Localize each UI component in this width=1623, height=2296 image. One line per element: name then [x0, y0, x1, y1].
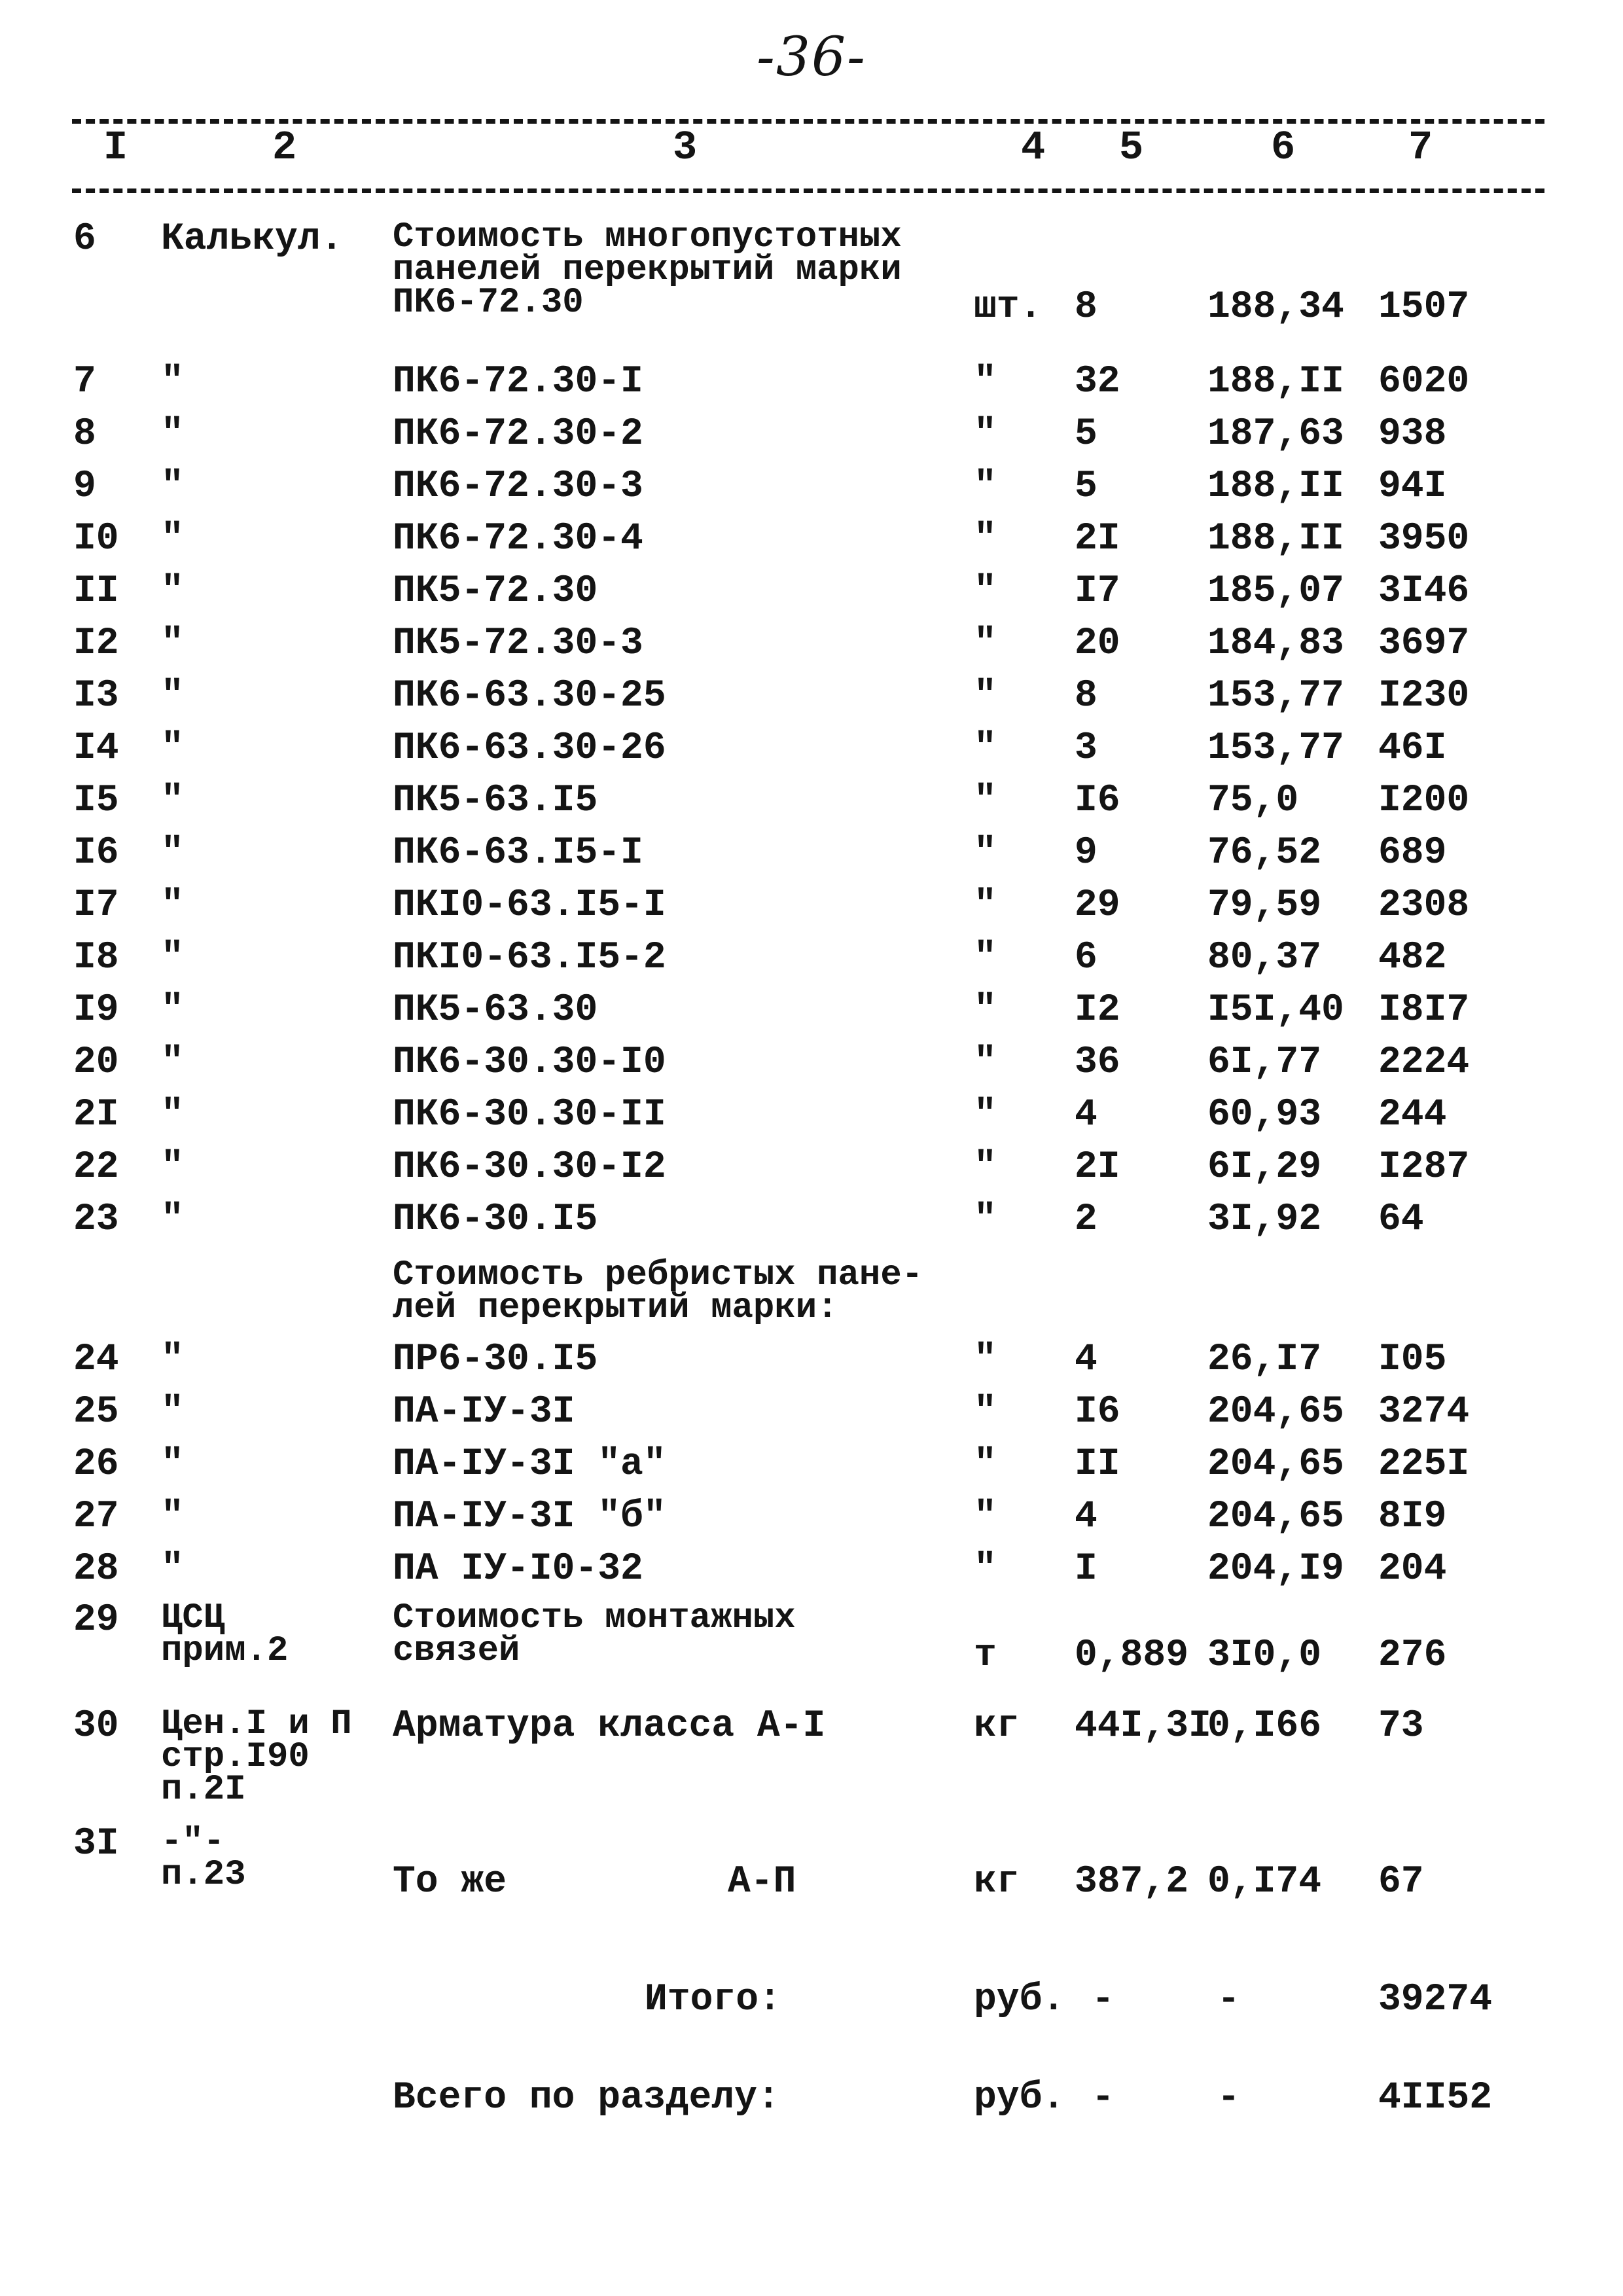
- unit-price: 188,II: [1207, 465, 1344, 508]
- description: ПК6-30.30-I0: [393, 1041, 666, 1084]
- header-col-6: 6: [1271, 124, 1296, 171]
- row-number: 23: [73, 1198, 119, 1241]
- unit: ": [974, 1198, 997, 1241]
- unit-price: 204,65: [1207, 1496, 1344, 1538]
- unit-price: 3I0,0: [1207, 1634, 1322, 1677]
- unit: т: [974, 1634, 997, 1677]
- unit: ": [974, 989, 997, 1031]
- row-number: I0: [73, 518, 119, 560]
- basis: ": [161, 675, 184, 717]
- row-number: 20: [73, 1041, 119, 1084]
- unit-price: 188,II: [1207, 361, 1344, 403]
- section-total-quantity: -: [1092, 2077, 1115, 2119]
- unit-price: 184,83: [1207, 622, 1344, 665]
- header-col-5: 5: [1119, 124, 1144, 171]
- quantity: 44I,3I: [1075, 1705, 1211, 1748]
- basis: Цен.I и П стр.I90 п.2I: [161, 1704, 352, 1810]
- unit: ": [974, 1548, 997, 1590]
- row-number: 27: [73, 1496, 119, 1538]
- unit-price: 185,07: [1207, 570, 1344, 613]
- row-number: 24: [73, 1338, 119, 1381]
- quantity: I6: [1075, 1391, 1120, 1433]
- unit-price: 60,93: [1207, 1094, 1322, 1136]
- unit: шт.: [974, 286, 1043, 329]
- total: I287: [1378, 1146, 1470, 1189]
- unit-price: 153,77: [1207, 727, 1344, 770]
- row-number: 3I: [73, 1823, 119, 1865]
- quantity: I6: [1075, 780, 1120, 822]
- quantity: 2: [1075, 1198, 1097, 1241]
- total: 46I: [1378, 727, 1447, 770]
- quantity: 4: [1075, 1496, 1097, 1538]
- total: I8I7: [1378, 989, 1470, 1031]
- unit: ": [974, 361, 997, 403]
- header-col-4: 4: [1021, 124, 1046, 171]
- description: ПК6-30.I5: [393, 1198, 598, 1241]
- row-number: I9: [73, 989, 119, 1031]
- quantity: 20: [1075, 622, 1120, 665]
- total: 3274: [1378, 1391, 1470, 1433]
- total: 6020: [1378, 361, 1470, 403]
- total: I200: [1378, 780, 1470, 822]
- unit: ": [974, 622, 997, 665]
- unit: ": [974, 465, 997, 508]
- unit: кг: [974, 1705, 1020, 1748]
- row-number: 29: [73, 1599, 119, 1641]
- quantity: 32: [1075, 361, 1120, 403]
- basis: ": [161, 465, 184, 508]
- description: ПК6-72.30-2: [393, 413, 643, 456]
- unit-price: 153,77: [1207, 675, 1344, 717]
- description: ПР6-30.I5: [393, 1338, 598, 1381]
- unit-price: 0,I74: [1207, 1861, 1322, 1903]
- unit: ": [974, 570, 997, 613]
- unit-price: 0,I66: [1207, 1705, 1322, 1748]
- basis: ": [161, 622, 184, 665]
- unit-price: 79,59: [1207, 884, 1322, 927]
- row-number: I2: [73, 622, 119, 665]
- unit: ": [974, 727, 997, 770]
- quantity: 0,889: [1075, 1634, 1189, 1677]
- row-number: 6: [73, 218, 96, 260]
- description: ПА-IУ-3I "а": [393, 1443, 666, 1486]
- basis: ": [161, 884, 184, 927]
- total: 276: [1378, 1634, 1447, 1677]
- quantity: 4: [1075, 1338, 1097, 1381]
- subtotal-label: Итого:: [645, 1979, 781, 2021]
- unit: ": [974, 413, 997, 456]
- unit-price: 204,65: [1207, 1443, 1344, 1486]
- quantity: 2I: [1075, 518, 1120, 560]
- row-number: I8: [73, 937, 119, 979]
- description: ПК6-63.30-26: [393, 727, 666, 770]
- description: ПК5-63.30: [393, 989, 598, 1031]
- section-total-price: -: [1217, 2077, 1240, 2119]
- description: ПК6-72.30-4: [393, 518, 643, 560]
- unit-price: 188,34: [1207, 286, 1344, 329]
- subtotal-quantity: -: [1092, 1979, 1115, 2021]
- row-number: I5: [73, 780, 119, 822]
- description: ПКI0-63.I5-I: [393, 884, 666, 927]
- unit: ": [974, 1338, 997, 1381]
- quantity: 36: [1075, 1041, 1120, 1084]
- unit: ": [974, 1496, 997, 1538]
- unit-price: I5I,40: [1207, 989, 1344, 1031]
- total: 2224: [1378, 1041, 1470, 1084]
- table-header: [0, 124, 1623, 175]
- basis: ": [161, 413, 184, 456]
- unit-price: 188,II: [1207, 518, 1344, 560]
- description: То же: [393, 1861, 507, 1903]
- basis: ": [161, 989, 184, 1031]
- basis: ": [161, 1548, 184, 1590]
- basis: ": [161, 937, 184, 979]
- quantity: I2: [1075, 989, 1120, 1031]
- row-number: 2I: [73, 1094, 119, 1136]
- basis: ": [161, 832, 184, 874]
- header-col-2: 2: [272, 124, 297, 171]
- quantity: 29: [1075, 884, 1120, 927]
- total: 3I46: [1378, 570, 1470, 613]
- unit: ": [974, 1443, 997, 1486]
- unit: кг: [974, 1861, 1020, 1903]
- description: Арматура класса А-I: [393, 1705, 826, 1748]
- description: ПК6-72.30-I: [393, 361, 643, 403]
- total: 482: [1378, 937, 1447, 979]
- row-number: 28: [73, 1548, 119, 1590]
- quantity: 387,2: [1075, 1861, 1189, 1903]
- basis: ": [161, 1041, 184, 1084]
- header-col-7: 7: [1408, 124, 1433, 171]
- basis: -"- п.23: [161, 1822, 246, 1895]
- row-number: 9: [73, 465, 96, 508]
- total: 64: [1378, 1198, 1424, 1241]
- total: 689: [1378, 832, 1447, 874]
- basis: ": [161, 361, 184, 403]
- description-grade: А-П: [728, 1861, 796, 1903]
- basis: ": [161, 570, 184, 613]
- basis: ": [161, 1338, 184, 1381]
- quantity: 5: [1075, 413, 1097, 456]
- total: 244: [1378, 1094, 1447, 1136]
- unit-price: 187,63: [1207, 413, 1344, 456]
- description: ПА IУ-I0-32: [393, 1548, 643, 1590]
- total: I230: [1378, 675, 1470, 717]
- quantity: I7: [1075, 570, 1120, 613]
- total: 94I: [1378, 465, 1447, 508]
- row-number: 25: [73, 1391, 119, 1433]
- description: Стоимость многопустотных панелей перекрытий марки ПК6-72.30: [393, 217, 902, 323]
- description: Стоимость монтажных связей: [393, 1598, 796, 1671]
- total: 3697: [1378, 622, 1470, 665]
- basis: ": [161, 1146, 184, 1189]
- basis: ": [161, 780, 184, 822]
- total: 938: [1378, 413, 1447, 456]
- basis: ": [161, 727, 184, 770]
- subtotal-unit: руб.: [974, 1979, 1065, 2021]
- unit-price: 26,I7: [1207, 1338, 1322, 1381]
- description: ПК6-63.I5-I: [393, 832, 643, 874]
- description: ПА-IУ-3I: [393, 1391, 575, 1433]
- total: 225I: [1378, 1443, 1470, 1486]
- basis: ЦСЦ прим.2: [161, 1598, 289, 1671]
- row-number: II: [73, 570, 119, 613]
- section-heading: Стоимость ребристых пане- лей перекрытий марки:: [393, 1255, 923, 1328]
- unit: ": [974, 1041, 997, 1084]
- unit-price: 3I,92: [1207, 1198, 1322, 1241]
- quantity: 9: [1075, 832, 1097, 874]
- unit-price: 6I,77: [1207, 1041, 1322, 1084]
- row-number: 22: [73, 1146, 119, 1189]
- quantity: 2I: [1075, 1146, 1120, 1189]
- row-number: 30: [73, 1705, 119, 1748]
- description: ПК6-30.30-I2: [393, 1146, 666, 1189]
- total: 2308: [1378, 884, 1470, 927]
- basis: Калькул.: [161, 218, 344, 260]
- header-col-3: 3: [673, 124, 698, 171]
- description: ПК6-63.30-25: [393, 675, 666, 717]
- row-number: 8: [73, 413, 96, 456]
- unit-price: 6I,29: [1207, 1146, 1322, 1189]
- row-number: I7: [73, 884, 119, 927]
- unit-price: 80,37: [1207, 937, 1322, 979]
- section-total-label: Всего по разделу:: [393, 2077, 780, 2119]
- unit: ": [974, 675, 997, 717]
- unit-price: 204,65: [1207, 1391, 1344, 1433]
- unit-price: 204,I9: [1207, 1548, 1344, 1590]
- description: ПКI0-63.I5-2: [393, 937, 666, 979]
- unit: ": [974, 884, 997, 927]
- total: 204: [1378, 1548, 1447, 1590]
- subtotal-total: 39274: [1378, 1979, 1493, 2021]
- header-rule-top: [72, 119, 1544, 124]
- description: ПК6-72.30-3: [393, 465, 643, 508]
- quantity: 3: [1075, 727, 1097, 770]
- total: 73: [1378, 1705, 1424, 1748]
- description: ПА-IУ-3I "б": [393, 1496, 666, 1538]
- quantity: 8: [1075, 286, 1097, 329]
- basis: ": [161, 518, 184, 560]
- total: 67: [1378, 1861, 1424, 1903]
- unit: ": [974, 780, 997, 822]
- row-number: 26: [73, 1443, 119, 1486]
- unit: ": [974, 518, 997, 560]
- description: ПК5-72.30: [393, 570, 598, 613]
- description: ПК5-63.I5: [393, 780, 598, 822]
- section-total-unit: руб.: [974, 2077, 1065, 2119]
- header-col-1: I: [103, 124, 128, 171]
- row-number: I4: [73, 727, 119, 770]
- description: ПК6-30.30-II: [393, 1094, 666, 1136]
- section-total-total: 4II52: [1378, 2077, 1493, 2119]
- unit: ": [974, 1146, 997, 1189]
- quantity: 8: [1075, 675, 1097, 717]
- subtotal-price: -: [1217, 1979, 1240, 2021]
- unit: ": [974, 1094, 997, 1136]
- basis: ": [161, 1496, 184, 1538]
- row-number: 7: [73, 361, 96, 403]
- quantity: 5: [1075, 465, 1097, 508]
- quantity: 4: [1075, 1094, 1097, 1136]
- unit: ": [974, 832, 997, 874]
- description: ПК5-72.30-3: [393, 622, 643, 665]
- unit-price: 76,52: [1207, 832, 1322, 874]
- total: 1507: [1378, 286, 1470, 329]
- quantity: I: [1075, 1548, 1097, 1590]
- unit: ": [974, 1391, 997, 1433]
- row-number: I3: [73, 675, 119, 717]
- header-rule-bottom: [72, 188, 1544, 193]
- page-number: -36-: [757, 26, 866, 88]
- basis: ": [161, 1094, 184, 1136]
- basis: ": [161, 1443, 184, 1486]
- unit: ": [974, 937, 997, 979]
- basis: ": [161, 1198, 184, 1241]
- basis: ": [161, 1391, 184, 1433]
- row-number: I6: [73, 832, 119, 874]
- total: I05: [1378, 1338, 1447, 1381]
- quantity: II: [1075, 1443, 1120, 1486]
- quantity: 6: [1075, 937, 1097, 979]
- total: 8I9: [1378, 1496, 1447, 1538]
- total: 3950: [1378, 518, 1470, 560]
- unit-price: 75,0: [1207, 780, 1299, 822]
